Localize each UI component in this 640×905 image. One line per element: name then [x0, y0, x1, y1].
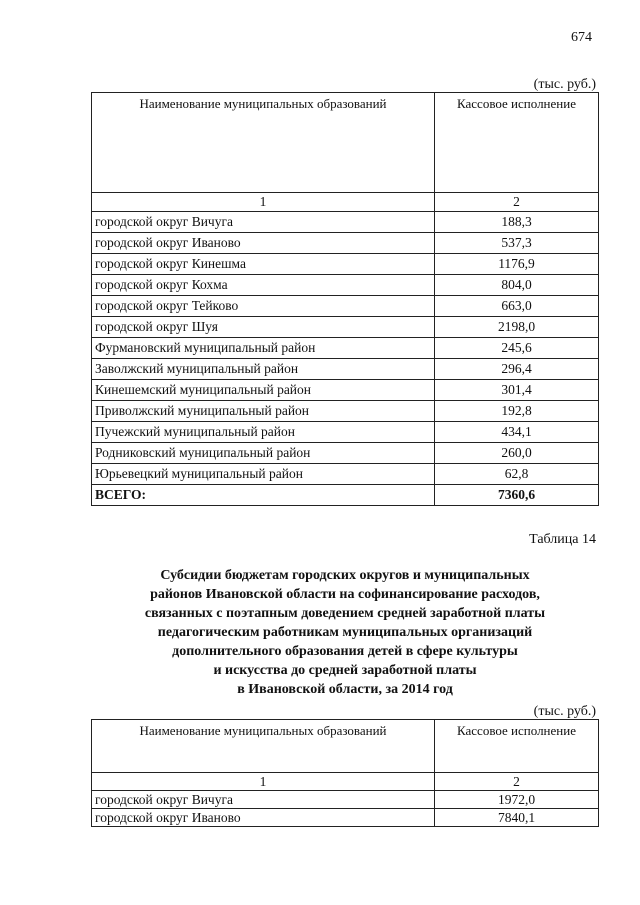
table1-row-name: Фурмановский муниципальный район: [92, 338, 435, 359]
table1-row: [92, 380, 599, 401]
table1-row-name: городской округ Кинешма: [92, 254, 435, 275]
table1-row-name: Юрьевецкий муниципальный район: [92, 464, 435, 485]
table2-title: [91, 566, 599, 699]
table2: [91, 719, 599, 827]
table2-row-name: городской округ Вичуга: [92, 791, 435, 809]
table2-title-line: районов Ивановской области на софинансирование расходов,: [150, 587, 540, 602]
table1-row-value: 537,3: [435, 233, 599, 254]
table1-row-name: Заволжский муниципальный район: [92, 359, 435, 380]
table2-title-line: в Ивановской области, за 2014 год: [237, 682, 453, 697]
table1-row: [92, 296, 599, 317]
table2-header-name: Наименование муниципальных образований: [92, 720, 435, 773]
table2-caption: Таблица 14: [529, 532, 596, 547]
table1-row-value: 301,4: [435, 380, 599, 401]
table1-row: [92, 317, 599, 338]
table1-colnum-1: 1: [92, 193, 435, 212]
table1-row: [92, 338, 599, 359]
table1-row-value: 245,6: [435, 338, 599, 359]
table1-header-name: Наименование муниципальных образований: [92, 93, 435, 193]
table1-row-name: городской округ Шуя: [92, 317, 435, 338]
table1-total-row: [92, 485, 599, 506]
table2-row-value: 7840,1: [435, 809, 599, 827]
table1-row: [92, 443, 599, 464]
table2-title-line: педагогическим работникам муниципальных организаций: [157, 625, 533, 640]
table2-title-line: Субсидии бюджетам городских округов и муниципальных: [160, 568, 530, 583]
table1-row-value: 434,1: [435, 422, 599, 443]
table1-row: [92, 275, 599, 296]
table1-row: [92, 254, 599, 275]
table1-row-value: 804,0: [435, 275, 599, 296]
table1-row: [92, 401, 599, 422]
table2-row-name: городской округ Иваново: [92, 809, 435, 827]
table1-row: [92, 422, 599, 443]
table1-row-name: Пучежский муниципальный район: [92, 422, 435, 443]
table1-total-label: ВСЕГО:: [92, 485, 435, 506]
table1: [91, 92, 599, 506]
table1-row-name: Родниковский муниципальный район: [92, 443, 435, 464]
table1-row-value: 62,8: [435, 464, 599, 485]
table1-unit: (тыс. руб.): [533, 77, 596, 92]
table1-row: [92, 359, 599, 380]
table2-colnum-1: 1: [92, 773, 435, 791]
table1-row-value: 663,0: [435, 296, 599, 317]
table1-header-value: Кассовое исполнение: [435, 93, 599, 193]
page-number: 674: [571, 30, 592, 45]
table1-row: [92, 212, 599, 233]
table1-row-value: 260,0: [435, 443, 599, 464]
table1-row-value: 192,8: [435, 401, 599, 422]
table1-colnum-2: 2: [435, 193, 599, 212]
table1-row-value: 296,4: [435, 359, 599, 380]
table2-title-line: связанных с поэтапным доведением средней заработной платы: [144, 606, 546, 621]
table2-title-line: и искусства до средней заработной платы: [213, 663, 477, 678]
table1-row-value: 188,3: [435, 212, 599, 233]
table2-row-value: 1972,0: [435, 791, 599, 809]
table2-colnum-2: 2: [435, 773, 599, 791]
table1-row-name: городской округ Тейково: [92, 296, 435, 317]
table2-unit: (тыс. руб.): [533, 704, 596, 719]
table1-row-value: 2198,0: [435, 317, 599, 338]
table1-row-name: Приволжский муниципальный район: [92, 401, 435, 422]
table1-row: [92, 464, 599, 485]
table2-row: [92, 809, 599, 827]
table1-row-name: городской округ Кохма: [92, 275, 435, 296]
table1-row-value: 1176,9: [435, 254, 599, 275]
table1-total-value: 7360,6: [435, 485, 599, 506]
table1-row-name: городской округ Иваново: [92, 233, 435, 254]
table2-title-line: дополнительного образования детей в сфере культуры: [172, 644, 518, 659]
table1-row: [92, 233, 599, 254]
table2-header-value: Кассовое исполнение: [435, 720, 599, 773]
table1-row-name: городской округ Вичуга: [92, 212, 435, 233]
table2-row: [92, 791, 599, 809]
table1-row-name: Кинешемский муниципальный район: [92, 380, 435, 401]
